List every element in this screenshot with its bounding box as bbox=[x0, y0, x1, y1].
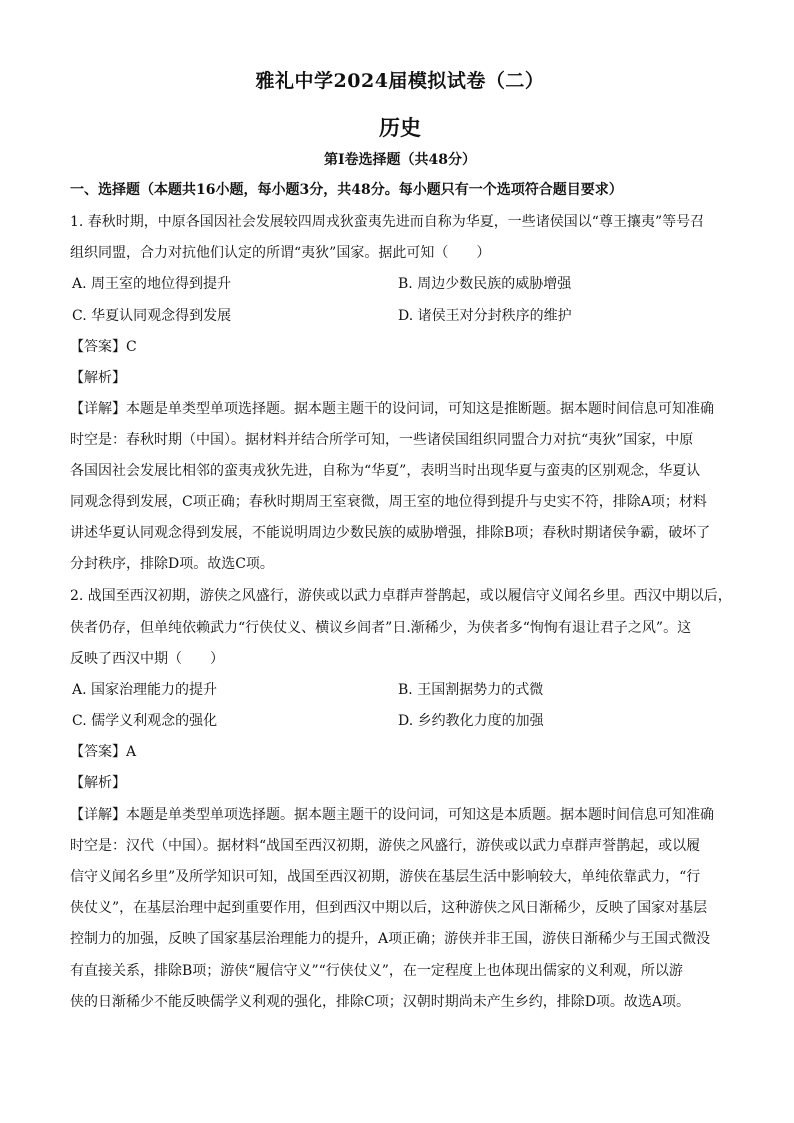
subject-title: 历史 bbox=[379, 115, 421, 140]
q1-stem-line: 组织同盟，合力对抗他们认定的所谓“夷狄”国家。据此可知（ ） bbox=[70, 245, 491, 261]
part-title: 第Ⅰ卷选择题（共48分） bbox=[323, 152, 477, 168]
q1-detail-line: 时空是：春秋时期（中国）。据材料并结合所学可知，一些诸侯国组织同盟合力对抗“夷狄”国家，中原 bbox=[70, 432, 694, 448]
q1-detail-line: 分封秩序，排除D项。故选C项。 bbox=[70, 556, 274, 572]
q2-detail-line: 信守义闻名乡里”及所学知识可知，战国至西汉初期，游侠在基层生活中影响较大，单纯依靠武力，“行 bbox=[70, 869, 701, 885]
q2-stem-line: 2. 战国至西汉初期，游侠之风盛行，游侠或以武力卓群声誉鹊起，或以履信守义闻名乡里。西汉中期以后， bbox=[70, 588, 732, 604]
q2-stem-line: 反映了西汉中期（ ） bbox=[70, 651, 224, 667]
q2-detail-line: 侠仗义”，在基层治理中起到重要作用，但到西汉中期以后，这种游侠之风日渐稀少，反映了国家对基层 bbox=[70, 900, 708, 916]
exam-title: 雅礼中学2024届模拟试卷（二） bbox=[255, 70, 545, 92]
q1-option-b: B. 周边少数民族的威胁增强 bbox=[398, 276, 572, 292]
q2-option-d: D. 乡约教化力度的加强 bbox=[398, 713, 544, 729]
q2-detail-line: 控制力的加强，反映了国家基层治理能力的提升，A项正确；游侠并非王国，游侠日渐稀少与王国式微没 bbox=[70, 931, 711, 947]
q2-analysis-label: 【解析】 bbox=[70, 775, 126, 791]
q2-detail-line: 侠的日渐稀少不能反映儒学义利观的强化，排除C项；汉朝时期尚未产生乡约，排除D项。故选A项。 bbox=[70, 994, 691, 1010]
q2-answer: 【答案】A bbox=[70, 744, 137, 760]
q1-option-c: C. 华夏认同观念得到发展 bbox=[72, 308, 232, 324]
q1-stem-line: 1. 春秋时期，中原各国因社会发展较四周戎狄蛮夷先进而自称为华夏，一些诸侯国以“尊王攘夷”等号召 bbox=[70, 214, 705, 230]
q1-detail-line: 讲述华夏认同观念得到发展，不能说明周边少数民族的威胁增强，排除B项；春秋时期诸侯争霸，破坏了 bbox=[70, 525, 711, 541]
q1-option-d: D. 诸侯王对分封秩序的维护 bbox=[398, 308, 572, 324]
q1-detail-line: 【详解】本题是单类型单项选择题。据本题主题干的设问词，可知这是推断题。据本题时间信息可知准确 bbox=[70, 401, 714, 417]
q2-detail-line: 【详解】本题是单类型单项选择题。据本题主题干的设问词，可知这是本质题。据本题时间信息可知准确 bbox=[70, 807, 714, 823]
q2-stem-line: 侠者仍存，但单纯依赖武力“行侠仗义、横议乡闾者”日.渐稀少，为侠者多“恂恂有退让君子之风”。这 bbox=[70, 620, 692, 636]
q2-option-c: C. 儒学义利观念的强化 bbox=[72, 713, 218, 729]
q2-option-a: A. 国家治理能力的提升 bbox=[72, 682, 218, 698]
q1-detail-line: 同观念得到发展，C项正确；春秋时期周王室衰微，周王室的地位得到提升与史实不符，排除A项；材料 bbox=[70, 494, 707, 510]
q1-option-a: A. 周王室的地位得到提升 bbox=[72, 276, 232, 292]
q2-detail-line: 时空是：汉代（中国）。据材料“战国至西汉初期，游侠之风盛行，游侠或以武力卓群声誉鹊起，或以履 bbox=[70, 838, 701, 854]
q2-option-b: B. 王国割据势力的式微 bbox=[398, 682, 544, 698]
q1-detail-line: 各国因社会发展比相邻的蛮夷戎狄先进，自称为“华夏”，表明当时出现华夏与蛮夷的区别观念，华夏认 bbox=[70, 463, 701, 479]
q1-answer: 【答案】C bbox=[70, 339, 137, 355]
q2-detail-line: 有直接关系，排除B项；游侠“履信守义”“行侠仗义”，在一定程度上也体现出儒家的义利观，所以游 bbox=[70, 963, 683, 979]
section-heading: 一、选择题（本题共16小题，每小题3分，共48分。每小题只有一个选项符合题目要求） bbox=[70, 182, 623, 198]
q1-analysis-label: 【解析】 bbox=[70, 370, 126, 386]
